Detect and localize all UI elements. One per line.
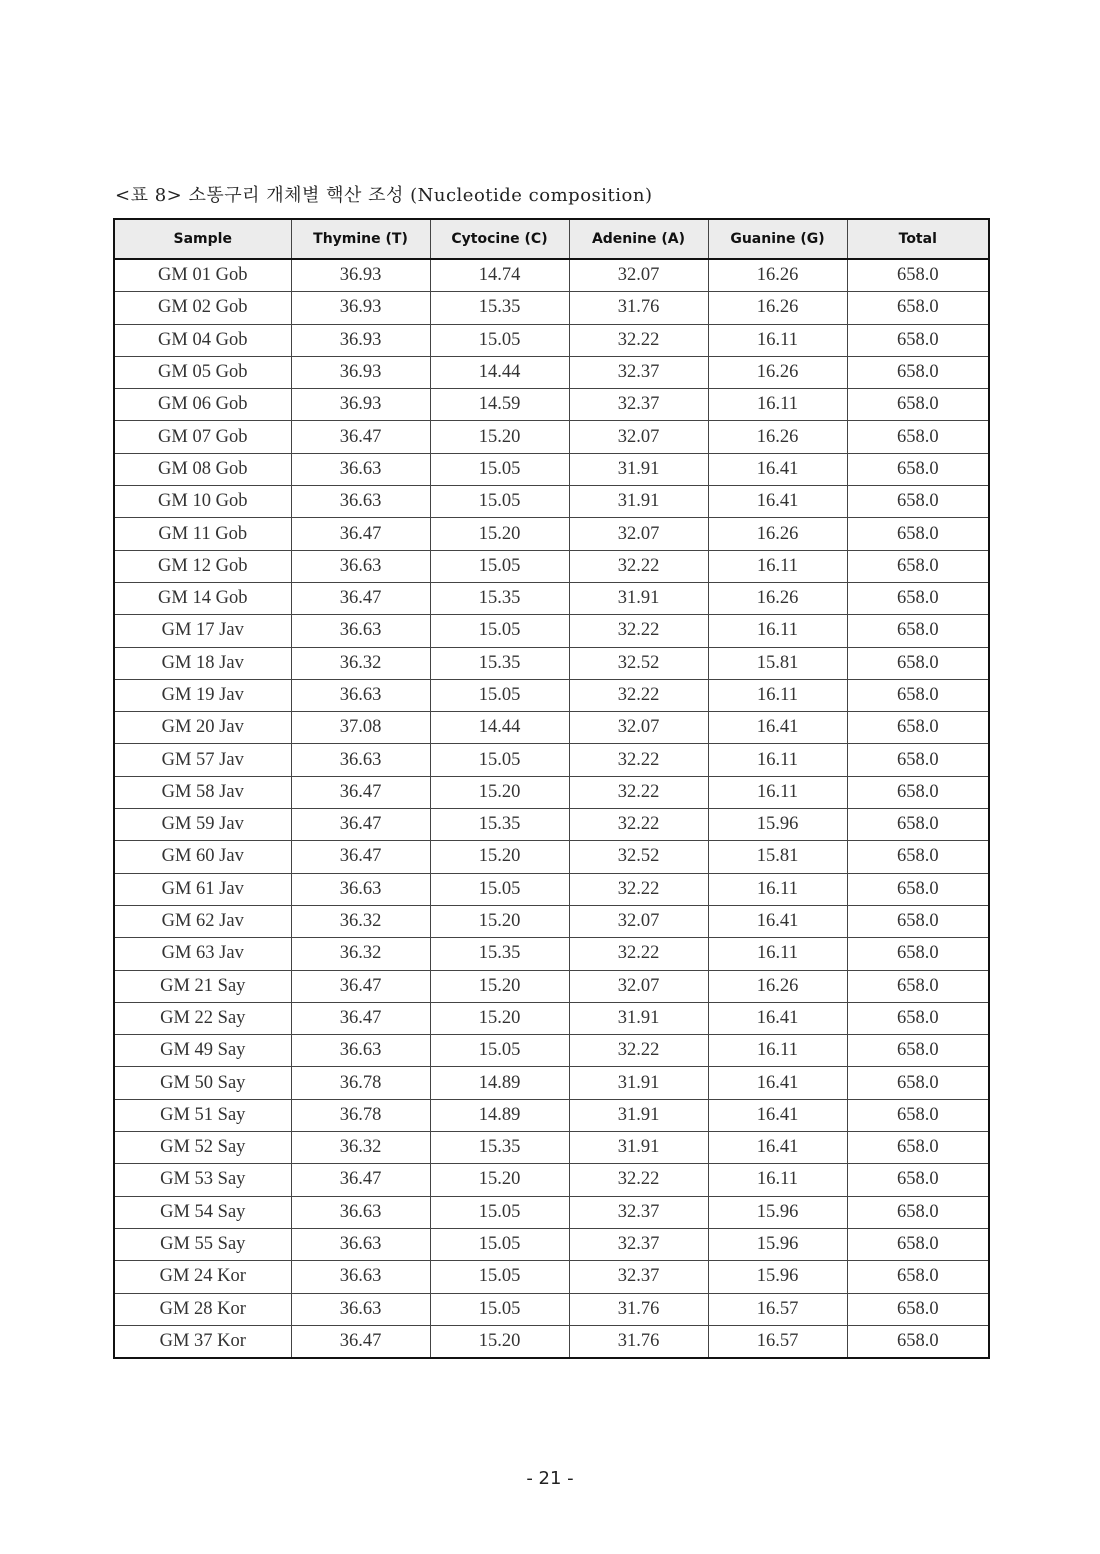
- cell-sample: GM 51 Say: [114, 1099, 291, 1131]
- cell-total: 658.0: [847, 259, 989, 292]
- cell-total: 658.0: [847, 356, 989, 388]
- cell-total: 658.0: [847, 1196, 989, 1228]
- cell-cytocine: 15.20: [430, 1164, 569, 1196]
- cell-thymine: 36.47: [291, 1002, 430, 1034]
- cell-total: 658.0: [847, 421, 989, 453]
- cell-thymine: 36.93: [291, 292, 430, 324]
- cell-adenine: 32.37: [569, 1196, 708, 1228]
- cell-total: 658.0: [847, 615, 989, 647]
- cell-adenine: 32.37: [569, 356, 708, 388]
- cell-cytocine: 15.20: [430, 776, 569, 808]
- cell-total: 658.0: [847, 938, 989, 970]
- cell-cytocine: 15.20: [430, 1325, 569, 1358]
- cell-thymine: 36.47: [291, 776, 430, 808]
- cell-guanine: 16.11: [708, 776, 847, 808]
- cell-adenine: 32.22: [569, 1035, 708, 1067]
- cell-adenine: 32.52: [569, 647, 708, 679]
- cell-thymine: 36.78: [291, 1067, 430, 1099]
- cell-guanine: 16.26: [708, 970, 847, 1002]
- table-row: [114, 841, 989, 873]
- cell-cytocine: 14.89: [430, 1099, 569, 1131]
- cell-sample: GM 10 Gob: [114, 486, 291, 518]
- cell-guanine: 16.41: [708, 905, 847, 937]
- cell-total: 658.0: [847, 841, 989, 873]
- cell-total: 658.0: [847, 1293, 989, 1325]
- cell-cytocine: 14.44: [430, 712, 569, 744]
- cell-total: 658.0: [847, 324, 989, 356]
- cell-total: 658.0: [847, 1261, 989, 1293]
- cell-sample: GM 18 Jav: [114, 647, 291, 679]
- cell-thymine: 36.63: [291, 873, 430, 905]
- cell-thymine: 36.63: [291, 744, 430, 776]
- cell-sample: GM 06 Gob: [114, 389, 291, 421]
- table-row: [114, 1132, 989, 1164]
- cell-cytocine: 15.05: [430, 1035, 569, 1067]
- cell-thymine: 36.47: [291, 809, 430, 841]
- cell-total: 658.0: [847, 1325, 989, 1358]
- cell-thymine: 36.63: [291, 486, 430, 518]
- table-row: [114, 1164, 989, 1196]
- cell-total: 658.0: [847, 1132, 989, 1164]
- cell-cytocine: 15.20: [430, 970, 569, 1002]
- cell-thymine: 36.63: [291, 615, 430, 647]
- cell-guanine: 16.11: [708, 615, 847, 647]
- cell-sample: GM 21 Say: [114, 970, 291, 1002]
- cell-thymine: 36.47: [291, 518, 430, 550]
- cell-total: 658.0: [847, 776, 989, 808]
- cell-adenine: 31.76: [569, 292, 708, 324]
- table-row: [114, 1293, 989, 1325]
- cell-adenine: 32.22: [569, 873, 708, 905]
- cell-total: 658.0: [847, 712, 989, 744]
- column-header-sample: Sample: [114, 219, 291, 259]
- cell-total: 658.0: [847, 647, 989, 679]
- cell-sample: GM 07 Gob: [114, 421, 291, 453]
- cell-guanine: 16.11: [708, 873, 847, 905]
- cell-guanine: 15.81: [708, 841, 847, 873]
- table-row: [114, 970, 989, 1002]
- cell-sample: GM 53 Say: [114, 1164, 291, 1196]
- cell-adenine: 32.37: [569, 1261, 708, 1293]
- cell-cytocine: 15.05: [430, 1293, 569, 1325]
- cell-sample: GM 12 Gob: [114, 550, 291, 582]
- cell-cytocine: 15.05: [430, 1196, 569, 1228]
- cell-guanine: 15.96: [708, 1261, 847, 1293]
- cell-adenine: 32.07: [569, 518, 708, 550]
- cell-guanine: 16.41: [708, 453, 847, 485]
- cell-sample: GM 59 Jav: [114, 809, 291, 841]
- cell-thymine: 36.93: [291, 259, 430, 292]
- nucleotide-composition-table: [113, 218, 990, 1359]
- column-header-total: Total: [847, 219, 989, 259]
- cell-cytocine: 15.05: [430, 486, 569, 518]
- cell-cytocine: 15.05: [430, 1228, 569, 1260]
- cell-cytocine: 15.20: [430, 518, 569, 550]
- table-row: [114, 938, 989, 970]
- cell-total: 658.0: [847, 809, 989, 841]
- cell-cytocine: 15.35: [430, 938, 569, 970]
- cell-thymine: 36.47: [291, 841, 430, 873]
- table-row: [114, 615, 989, 647]
- cell-cytocine: 15.05: [430, 1261, 569, 1293]
- table-row: [114, 873, 989, 905]
- cell-cytocine: 15.20: [430, 1002, 569, 1034]
- cell-cytocine: 15.20: [430, 841, 569, 873]
- table-row: [114, 582, 989, 614]
- cell-thymine: 36.47: [291, 970, 430, 1002]
- cell-guanine: 16.41: [708, 1132, 847, 1164]
- column-header-guanine: Guanine (G): [708, 219, 847, 259]
- table-row: [114, 744, 989, 776]
- cell-guanine: 16.26: [708, 582, 847, 614]
- cell-cytocine: 15.05: [430, 453, 569, 485]
- cell-guanine: 16.26: [708, 356, 847, 388]
- cell-adenine: 32.22: [569, 679, 708, 711]
- cell-total: 658.0: [847, 582, 989, 614]
- table-row: [114, 679, 989, 711]
- cell-sample: GM 52 Say: [114, 1132, 291, 1164]
- cell-adenine: 32.22: [569, 744, 708, 776]
- cell-sample: GM 01 Gob: [114, 259, 291, 292]
- cell-guanine: 16.11: [708, 744, 847, 776]
- cell-sample: GM 61 Jav: [114, 873, 291, 905]
- cell-sample: GM 11 Gob: [114, 518, 291, 550]
- table-row: [114, 809, 989, 841]
- table-row: [114, 905, 989, 937]
- cell-sample: GM 08 Gob: [114, 453, 291, 485]
- cell-adenine: 32.22: [569, 809, 708, 841]
- table-caption: <표 8> 소똥구리 개체별 핵산 조성 (Nucleotide composition): [115, 185, 653, 206]
- cell-total: 658.0: [847, 744, 989, 776]
- cell-cytocine: 15.05: [430, 873, 569, 905]
- cell-thymine: 36.93: [291, 389, 430, 421]
- table-row: [114, 647, 989, 679]
- cell-total: 658.0: [847, 1164, 989, 1196]
- cell-guanine: 16.41: [708, 1099, 847, 1131]
- cell-guanine: 16.11: [708, 938, 847, 970]
- table-row: [114, 259, 989, 292]
- table-body: [114, 259, 989, 1358]
- cell-cytocine: 15.35: [430, 647, 569, 679]
- table-row: [114, 1261, 989, 1293]
- cell-thymine: 36.47: [291, 582, 430, 614]
- cell-total: 658.0: [847, 1035, 989, 1067]
- table-row: [114, 1228, 989, 1260]
- cell-thymine: 36.63: [291, 679, 430, 711]
- cell-sample: GM 37 Kor: [114, 1325, 291, 1358]
- cell-sample: GM 49 Say: [114, 1035, 291, 1067]
- cell-thymine: 36.63: [291, 1196, 430, 1228]
- cell-thymine: 36.93: [291, 356, 430, 388]
- cell-cytocine: 15.05: [430, 744, 569, 776]
- cell-sample: GM 60 Jav: [114, 841, 291, 873]
- table-row: [114, 550, 989, 582]
- table-row: [114, 421, 989, 453]
- cell-sample: GM 63 Jav: [114, 938, 291, 970]
- cell-guanine: 16.26: [708, 259, 847, 292]
- cell-guanine: 16.11: [708, 1164, 847, 1196]
- cell-adenine: 31.76: [569, 1293, 708, 1325]
- cell-adenine: 31.76: [569, 1325, 708, 1358]
- cell-sample: GM 62 Jav: [114, 905, 291, 937]
- cell-cytocine: 15.35: [430, 582, 569, 614]
- cell-thymine: 36.47: [291, 1325, 430, 1358]
- table-row: [114, 776, 989, 808]
- cell-guanine: 16.41: [708, 712, 847, 744]
- table-row: [114, 486, 989, 518]
- cell-thymine: 36.32: [291, 905, 430, 937]
- table-row: [114, 712, 989, 744]
- cell-total: 658.0: [847, 905, 989, 937]
- cell-adenine: 31.91: [569, 1067, 708, 1099]
- cell-adenine: 32.22: [569, 324, 708, 356]
- cell-guanine: 15.96: [708, 1196, 847, 1228]
- cell-sample: GM 57 Jav: [114, 744, 291, 776]
- column-header-thymine: Thymine (T): [291, 219, 430, 259]
- cell-cytocine: 15.05: [430, 550, 569, 582]
- cell-adenine: 32.07: [569, 970, 708, 1002]
- table-row: [114, 1002, 989, 1034]
- cell-cytocine: 15.05: [430, 615, 569, 647]
- cell-guanine: 16.41: [708, 1067, 847, 1099]
- cell-guanine: 16.57: [708, 1293, 847, 1325]
- cell-cytocine: 14.89: [430, 1067, 569, 1099]
- cell-sample: GM 19 Jav: [114, 679, 291, 711]
- cell-guanine: 15.96: [708, 809, 847, 841]
- cell-thymine: 36.32: [291, 1132, 430, 1164]
- table-row: [114, 1325, 989, 1358]
- cell-adenine: 32.22: [569, 550, 708, 582]
- cell-sample: GM 20 Jav: [114, 712, 291, 744]
- cell-adenine: 32.22: [569, 1164, 708, 1196]
- cell-adenine: 32.22: [569, 938, 708, 970]
- cell-thymine: 37.08: [291, 712, 430, 744]
- cell-thymine: 36.63: [291, 453, 430, 485]
- cell-thymine: 36.63: [291, 1293, 430, 1325]
- cell-total: 658.0: [847, 679, 989, 711]
- cell-guanine: 16.11: [708, 389, 847, 421]
- cell-guanine: 16.26: [708, 518, 847, 550]
- cell-thymine: 36.47: [291, 1164, 430, 1196]
- cell-cytocine: 15.20: [430, 905, 569, 937]
- cell-sample: GM 55 Say: [114, 1228, 291, 1260]
- cell-guanine: 16.26: [708, 292, 847, 324]
- cell-guanine: 15.81: [708, 647, 847, 679]
- cell-total: 658.0: [847, 873, 989, 905]
- column-header-cytocine: Cytocine (C): [430, 219, 569, 259]
- cell-guanine: 16.57: [708, 1325, 847, 1358]
- page-number: - 21 -: [526, 1468, 574, 1489]
- cell-sample: GM 17 Jav: [114, 615, 291, 647]
- cell-sample: GM 50 Say: [114, 1067, 291, 1099]
- table-row: [114, 1196, 989, 1228]
- cell-sample: GM 05 Gob: [114, 356, 291, 388]
- cell-sample: GM 24 Kor: [114, 1261, 291, 1293]
- cell-adenine: 31.91: [569, 486, 708, 518]
- table-row: [114, 389, 989, 421]
- cell-adenine: 32.07: [569, 712, 708, 744]
- table-row: [114, 356, 989, 388]
- cell-total: 658.0: [847, 1002, 989, 1034]
- cell-thymine: 36.63: [291, 1035, 430, 1067]
- table-row: [114, 453, 989, 485]
- cell-adenine: 31.91: [569, 582, 708, 614]
- cell-adenine: 32.07: [569, 905, 708, 937]
- cell-cytocine: 14.59: [430, 389, 569, 421]
- cell-total: 658.0: [847, 486, 989, 518]
- cell-adenine: 31.91: [569, 1132, 708, 1164]
- cell-cytocine: 15.05: [430, 679, 569, 711]
- cell-sample: GM 58 Jav: [114, 776, 291, 808]
- table-row: [114, 1067, 989, 1099]
- table-row: [114, 518, 989, 550]
- cell-sample: GM 22 Say: [114, 1002, 291, 1034]
- cell-thymine: 36.32: [291, 647, 430, 679]
- table-row: [114, 1099, 989, 1131]
- cell-sample: GM 14 Gob: [114, 582, 291, 614]
- cell-total: 658.0: [847, 1228, 989, 1260]
- cell-cytocine: 14.74: [430, 259, 569, 292]
- cell-thymine: 36.63: [291, 1261, 430, 1293]
- cell-adenine: 32.22: [569, 615, 708, 647]
- cell-total: 658.0: [847, 550, 989, 582]
- cell-adenine: 31.91: [569, 1099, 708, 1131]
- cell-cytocine: 15.05: [430, 324, 569, 356]
- cell-cytocine: 15.35: [430, 292, 569, 324]
- cell-total: 658.0: [847, 1099, 989, 1131]
- cell-sample: GM 54 Say: [114, 1196, 291, 1228]
- cell-cytocine: 15.35: [430, 809, 569, 841]
- cell-guanine: 16.11: [708, 550, 847, 582]
- cell-sample: GM 28 Kor: [114, 1293, 291, 1325]
- cell-thymine: 36.63: [291, 550, 430, 582]
- table-row: [114, 324, 989, 356]
- cell-thymine: 36.93: [291, 324, 430, 356]
- cell-total: 658.0: [847, 389, 989, 421]
- cell-thymine: 36.78: [291, 1099, 430, 1131]
- cell-guanine: 16.11: [708, 1035, 847, 1067]
- cell-thymine: 36.63: [291, 1228, 430, 1260]
- cell-total: 658.0: [847, 1067, 989, 1099]
- table-row: [114, 292, 989, 324]
- cell-adenine: 32.07: [569, 421, 708, 453]
- cell-sample: GM 04 Gob: [114, 324, 291, 356]
- cell-adenine: 32.22: [569, 776, 708, 808]
- cell-thymine: 36.32: [291, 938, 430, 970]
- cell-guanine: 16.41: [708, 1002, 847, 1034]
- cell-guanine: 15.96: [708, 1228, 847, 1260]
- cell-guanine: 16.11: [708, 324, 847, 356]
- cell-adenine: 32.07: [569, 259, 708, 292]
- cell-adenine: 32.37: [569, 1228, 708, 1260]
- cell-total: 658.0: [847, 970, 989, 1002]
- cell-total: 658.0: [847, 453, 989, 485]
- cell-adenine: 32.52: [569, 841, 708, 873]
- cell-cytocine: 15.20: [430, 421, 569, 453]
- table-row: [114, 1035, 989, 1067]
- cell-thymine: 36.47: [291, 421, 430, 453]
- cell-guanine: 16.26: [708, 421, 847, 453]
- cell-cytocine: 15.35: [430, 1132, 569, 1164]
- cell-sample: GM 02 Gob: [114, 292, 291, 324]
- table-header: [114, 219, 989, 259]
- cell-total: 658.0: [847, 292, 989, 324]
- cell-cytocine: 14.44: [430, 356, 569, 388]
- cell-adenine: 32.37: [569, 389, 708, 421]
- cell-total: 658.0: [847, 518, 989, 550]
- cell-adenine: 31.91: [569, 1002, 708, 1034]
- header-row: [114, 219, 989, 259]
- cell-adenine: 31.91: [569, 453, 708, 485]
- cell-guanine: 16.41: [708, 486, 847, 518]
- column-header-adenine: Adenine (A): [569, 219, 708, 259]
- cell-guanine: 16.11: [708, 679, 847, 711]
